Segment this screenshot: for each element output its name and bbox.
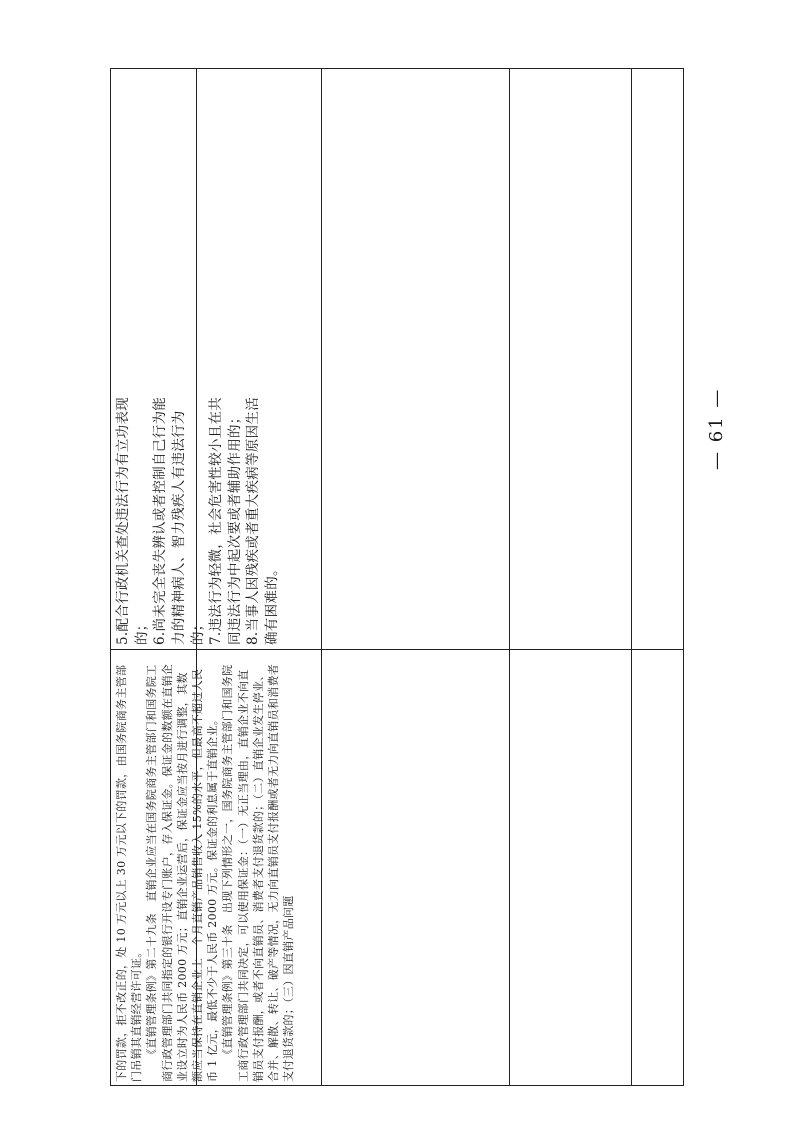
legal-basis-paragraph: 下的罚款，拒不改正的，处 10 万元以上 30 万元以下的罚款，由国务院商务主管部门吊销其直销经营许可证。	[115, 664, 144, 1082]
mitigating-circumstances-cell	[114, 395, 282, 645]
legal-basis-paragraph: 《直销管理条例》第三十条 出现下列情形之一，国务院商务主管部门和国务院工商行政管理部门共同决定，可以使用保证金：（一）无正当理由，直销企业不向直销员支付报酬，或者不向直销员、消费者支付退货款的；（二）直销企业发生停业、合并、解散、转让、破产等情况，无力向直销员支付报酬或者无力向直销员和消费者支付退货款的；（三）因直销产品问题	[221, 663, 296, 1082]
legal-basis-cell	[114, 662, 296, 1082]
circumstance-item: 7.违法行为轻微，社会危害性较小且在共同违法行为中起次要或者辅助作用的；	[208, 396, 243, 645]
circumstance-item: 6.尚未完全丧失辨认或者控制自己行为能力的精神病人、智力残疾人有违法行为的；	[152, 396, 206, 645]
table-divider	[631, 69, 632, 1085]
circumstance-item: 5.配合行政机关查处违法行为有立功表现的；	[115, 396, 150, 645]
legal-basis-paragraph: 《直销管理条例》第二十九条 直销企业应当在国务院商务主管部门和国务院工商行政管理部门共同指定的银行开设专门账户，存入保证金。保证金的数额在直销企业设立时为人民币 2000 万元；直销企业运营后，保证金应当按月进行调整，其数额应当保持在直销企业上一个月直销产品销售收入 15%的水平，但最高不超过人民币 1 亿元，最低不少于人民币 2000 万元。保证金的利息属于直销企业。	[145, 663, 220, 1082]
table-divider	[321, 69, 322, 1085]
table-divider	[509, 69, 510, 1085]
table-divider	[111, 649, 683, 650]
page-number: — 61 —	[706, 387, 727, 470]
circumstance-item: 8.当事人因残疾或者重大疾病等原因生活确有困难的。	[245, 396, 280, 645]
